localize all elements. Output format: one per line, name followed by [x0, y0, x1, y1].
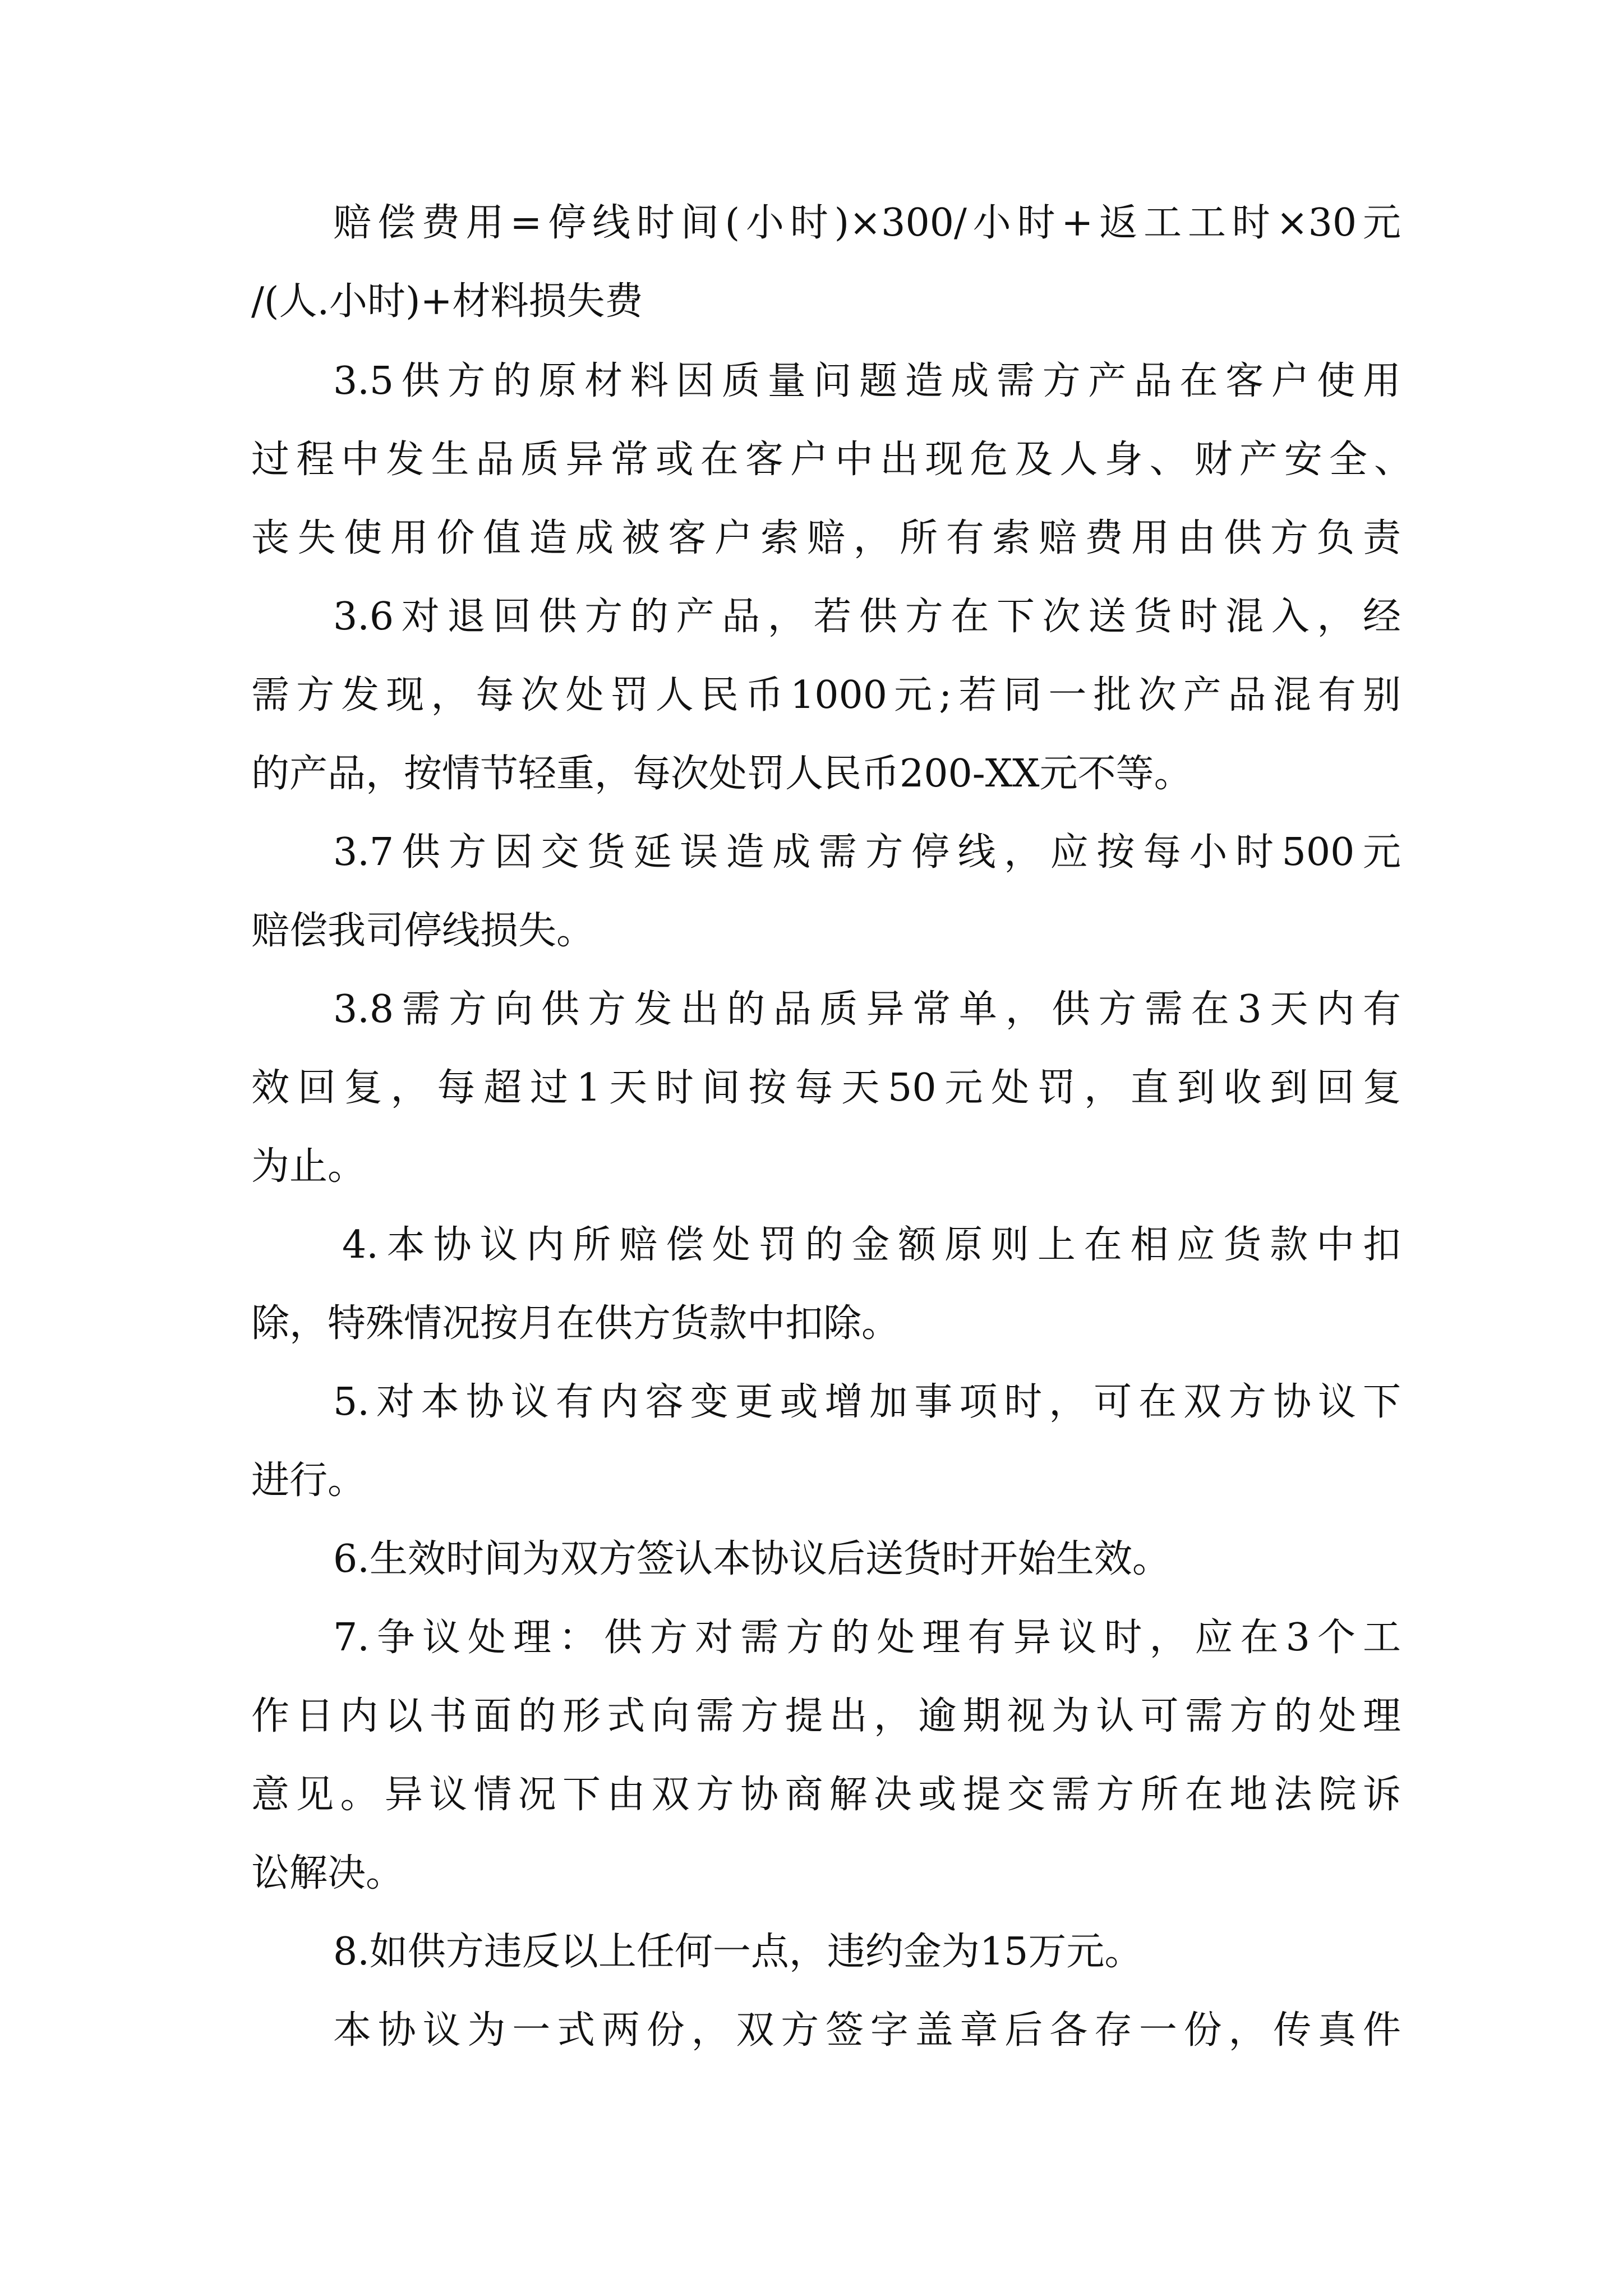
- text-line: 8.如供方违反以上任何一点，违约金为15万元。: [333, 1930, 1143, 1974]
- text-line: 3.8需方向供方发出的品质异常单，供方需在3天内有: [333, 987, 1401, 1032]
- text-line: 效回复，每超过1天时间按每天50元处罚，直到收到回复: [251, 1066, 1401, 1110]
- text-line: 为止。: [251, 1144, 366, 1189]
- text-line: 赔偿费用=停线时间(小时)×300/小时+返工工时×30元: [333, 201, 1401, 245]
- text-line: 4.本协议内所赔偿处罚的金额原则上在相应货款中扣: [342, 1223, 1401, 1267]
- text-line: 赔偿我司停线损失。: [251, 909, 595, 953]
- text-line: 除，特殊情况按月在供方货款中扣除。: [251, 1301, 900, 1346]
- text-line: 7.争议处理：供方对需方的处理有异议时，应在3个工: [333, 1616, 1401, 1660]
- text-line: 需方发现，每次处罚人民币1000元;若同一批次产品混有别: [251, 673, 1401, 717]
- text-line: 3.6对退回供方的产品，若供方在下次送货时混入，经: [333, 595, 1401, 639]
- text-line: 6.生效时间为双方签认本协议后送货时开始生效。: [333, 1537, 1170, 1581]
- text-line: 本协议为一式两份，双方签字盖章后各存一份，传真件: [333, 2008, 1401, 2053]
- text-line: 丧失使用价值造成被客户索赔，所有索赔费用由供方负责: [251, 516, 1401, 560]
- text-line: 过程中发生品质异常或在客户中出现危及人身、财产安全、: [251, 438, 1412, 482]
- text-line: 讼解决。: [251, 1851, 404, 1895]
- text-line: 5.对本协议有内容变更或增加事项时，可在双方协议下: [333, 1380, 1401, 1424]
- text-line: 的产品，按情节轻重，每次处罚人民币200-XX元不等。: [251, 752, 1192, 796]
- text-line: 意见。异议情况下由双方协商解决或提交需方所在地法院诉: [251, 1773, 1401, 1817]
- text-line: 作日内以书面的形式向需方提出，逾期视为认可需方的处理: [251, 1694, 1401, 1738]
- text-line: 3.7供方因交货延误造成需方停线，应按每小时500元: [333, 830, 1401, 875]
- text-line: /(人.小时)+材料损失费: [251, 279, 643, 324]
- text-line: 3.5供方的原材料因质量问题造成需方产品在客户使用: [333, 359, 1401, 403]
- text-line: 进行。: [251, 1458, 366, 1503]
